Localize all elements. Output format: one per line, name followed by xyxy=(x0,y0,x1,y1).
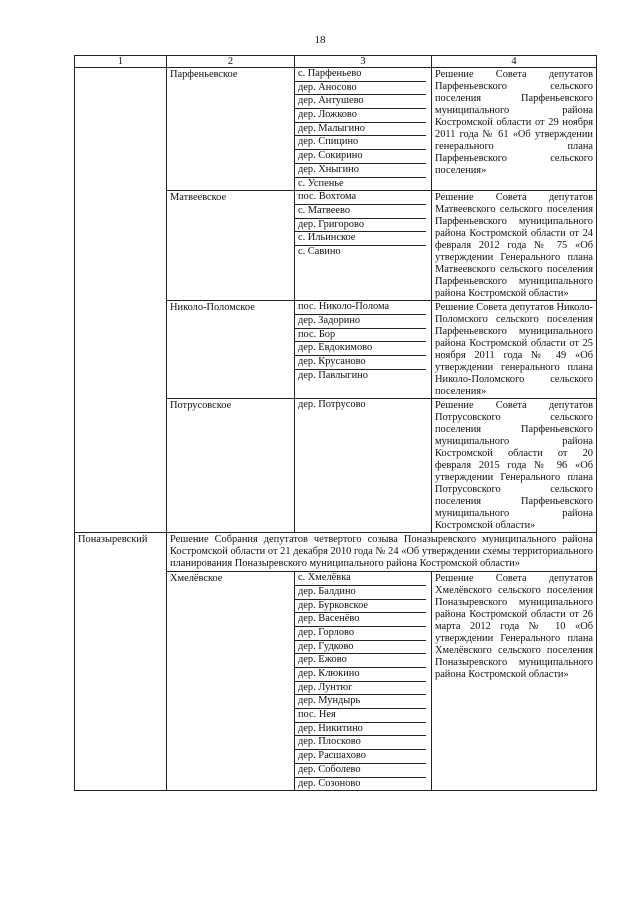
village-item: дер. Мундырь xyxy=(295,695,426,709)
village-item: дер. Антушево xyxy=(295,95,426,109)
village-item: дер. Лунтюг xyxy=(295,682,426,696)
village-item: дер. Крусаново xyxy=(295,356,426,370)
district-row xyxy=(75,533,597,572)
village-item: пос. Вохтома xyxy=(295,191,426,205)
district-decision-text: Решение Собрания депутатов четвертого созыва Поназыревского муниципального района Костромской области от 21 декабря 2010 года № 24 «Об утверждении схемы территориального планирования Поназыревского муниципального района Костромской области» xyxy=(167,533,597,572)
decision-text: Решение Совета депутатов Парфеньевского сельского поселения Парфеньевского муниципального района Костромской области от 29 ноября 2011 года № 61 «Об утверждении генерального плана Парфеньевского сельского поселения» xyxy=(432,68,597,191)
village-item: дер. Ежово xyxy=(295,654,426,668)
decision-text: Решение Совета депутатов Николо-Поломского сельского поселения Парфеньевского муниципального района Костромской области от 25 ноября 2011 года № 49 «Об утверждении генерального плана Николо-Поломского сельского поселения» xyxy=(432,301,597,399)
village-item: дер. Расшахово xyxy=(295,750,426,764)
village-item: дер. Ложково xyxy=(295,109,426,123)
village-item: дер. Клюкино xyxy=(295,668,426,682)
decision-text: Решение Совета депутатов Хмелёвского сельского поселения Поназыревского муниципального района Костромской области от 26 марта 2012 года № 10 «Об утверждении Генерального плана Хмелёвского сельского поселения Поназыревского муниципального района Костромской области» xyxy=(432,572,597,791)
village-item: с. Матвеево xyxy=(295,205,426,219)
settlement-row xyxy=(75,68,597,191)
village-item: пос. Нея xyxy=(295,709,426,723)
village-item: дер. Потрусово xyxy=(298,399,366,411)
column-number-row xyxy=(75,56,597,68)
settlement-name: Матвеевское xyxy=(167,191,295,301)
village-item: дер. Горлово xyxy=(295,627,426,641)
village-item: дер. Сокирино xyxy=(295,150,426,164)
village-item: дер. Малыгино xyxy=(295,123,426,137)
village-item: дер. Плосково xyxy=(295,736,426,750)
column-number: 1 xyxy=(75,56,167,68)
village-item: дер. Гудково xyxy=(295,641,426,655)
village-item: дер. Григорово xyxy=(295,219,426,233)
village-list xyxy=(295,191,432,301)
settlement-name: Потрусовское xyxy=(167,399,295,533)
village-item: с. Парфеньево xyxy=(295,68,426,82)
decision-text: Решение Совета депутатов Потрусовского сельского поселения Парфеньевского муниципального района Костромской области от 20 февраля 2015 года № 96 «Об утверждении Генерального плана Потрусовского сельского поселения Парфеньевского муниципального района Костромской области» xyxy=(432,399,597,533)
village-item: дер. Соболево xyxy=(295,764,426,778)
page-number: 18 xyxy=(314,34,326,46)
village-item: с. Ильинское xyxy=(295,232,426,246)
territorial-planning-table xyxy=(74,55,597,791)
settlement-name: Хмелёвское xyxy=(167,572,295,791)
column-number: 2 xyxy=(167,56,295,68)
district-name: Поназыревский xyxy=(75,533,167,791)
village-list xyxy=(295,301,432,399)
village-item: с. Савино xyxy=(298,245,341,257)
village-item: дер. Спицино xyxy=(295,136,426,150)
village-item: с. Успенье xyxy=(298,177,344,189)
village-item: пос. Бор xyxy=(295,329,426,343)
village-item: дер. Васенёво xyxy=(295,613,426,627)
village-item: дер. Балдино xyxy=(295,586,426,600)
village-item: дер. Евдокимово xyxy=(295,342,426,356)
settlement-name: Парфеньевское xyxy=(167,68,295,191)
village-item: дер. Бурковское xyxy=(295,600,426,614)
village-list xyxy=(295,68,432,191)
decision-text: Решение Совета депутатов Матвеевского сельского поселения Парфеньевского муниципального района Костромской области от 24 февраля 2012 года № 75 «Об утверждении Генерального плана Матвеевского сельского поселения Парфеньевского муниципального района Костромской области» xyxy=(432,191,597,301)
district-cell-empty xyxy=(75,68,167,533)
village-item: пос. Николо-Полома xyxy=(295,301,426,315)
village-item: дер. Задорино xyxy=(295,315,426,329)
column-number: 3 xyxy=(295,56,432,68)
village-item: дер. Хныгино xyxy=(295,164,426,178)
village-item: дер. Никитино xyxy=(295,723,426,737)
village-item: дер. Аносово xyxy=(295,82,426,96)
village-list xyxy=(295,399,432,533)
village-item: дер. Созоново xyxy=(298,777,361,789)
village-list xyxy=(295,572,432,791)
village-item: дер. Павлыгино xyxy=(298,369,368,381)
settlement-name: Николо-Поломское xyxy=(167,301,295,399)
village-item: с. Хмелёвка xyxy=(295,572,426,586)
column-number: 4 xyxy=(432,56,597,68)
